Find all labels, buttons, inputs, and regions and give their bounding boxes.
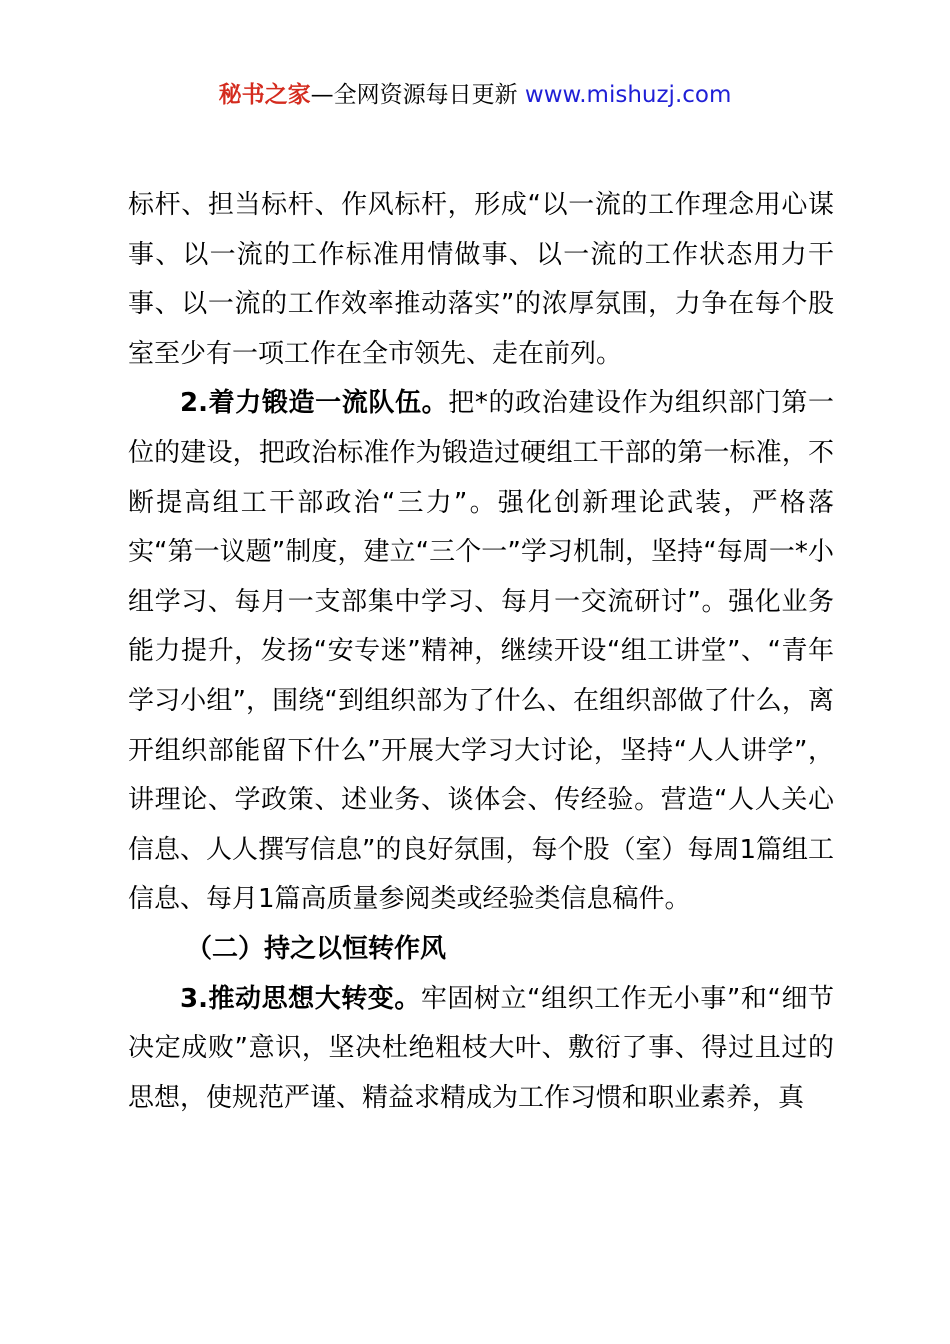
paragraph-text: 把*的政治建设作为组织部门第一位的建设，把政治标准作为锻造过硬组工干部的第一标准，不断提高组工干部政治“三力”。强化创新理论武装，严格落实“第一议题”制度，建立“三个一”学习机制，坚持“每周一*小组学习、每月一支部集中学习、每月一交流研讨”。强化业务能力提升，发扬“安专迷”精神，继续开设“组工讲堂”、“青年学习小组”，围绕“到组织部为了什么、在组织部做了什么，离开组织部能留下什么”开展大学习大讨论，坚持“人人讲学”，讲理论、学政策、述业务、谈体会、传经验。营造“人人关心信息、人人撰写信息”的良好氛围，每个股（室）每周1篇组工信息、每月1篇高质量参阅类或经验类信息稿件。 [128, 388, 835, 915]
paragraph-mindset-change [128, 975, 834, 1124]
paragraph-continuation [128, 181, 834, 379]
paragraph-text: 标杆、担当标杆、作风标杆，形成“以一流的工作理念用心谋事、以一流的工作标准用情做事、以一流的工作状态用力干事、以一流的工作效率推动落实”的浓厚氛围，力争在每个股室至少有一项工作在全市领先、走在前列。 [128, 190, 834, 369]
paragraph-forge-team [128, 379, 834, 925]
paragraph-text: 牢固树立“组织工作无小事”和“细节决定成败”意识，坚决杜绝粗枝大叶、敷衍了事、得过且过的思想，使规范严谨、精益求精成为工作习惯和职业素养，真 [128, 983, 834, 1113]
paragraph-lead: 2.着力锻造一流队伍。 [180, 388, 449, 419]
header-tagline: —全网资源每日更新 [310, 82, 525, 108]
document-body [128, 181, 834, 1123]
section-heading: （二）持之以恒转作风 [186, 933, 447, 964]
paragraph-lead: 3.推动思想大转变。 [180, 983, 421, 1014]
site-header [0, 80, 950, 110]
site-url-link[interactable]: www.mishuzj.com [524, 82, 732, 108]
brand-name: 秘书之家 [218, 82, 311, 108]
